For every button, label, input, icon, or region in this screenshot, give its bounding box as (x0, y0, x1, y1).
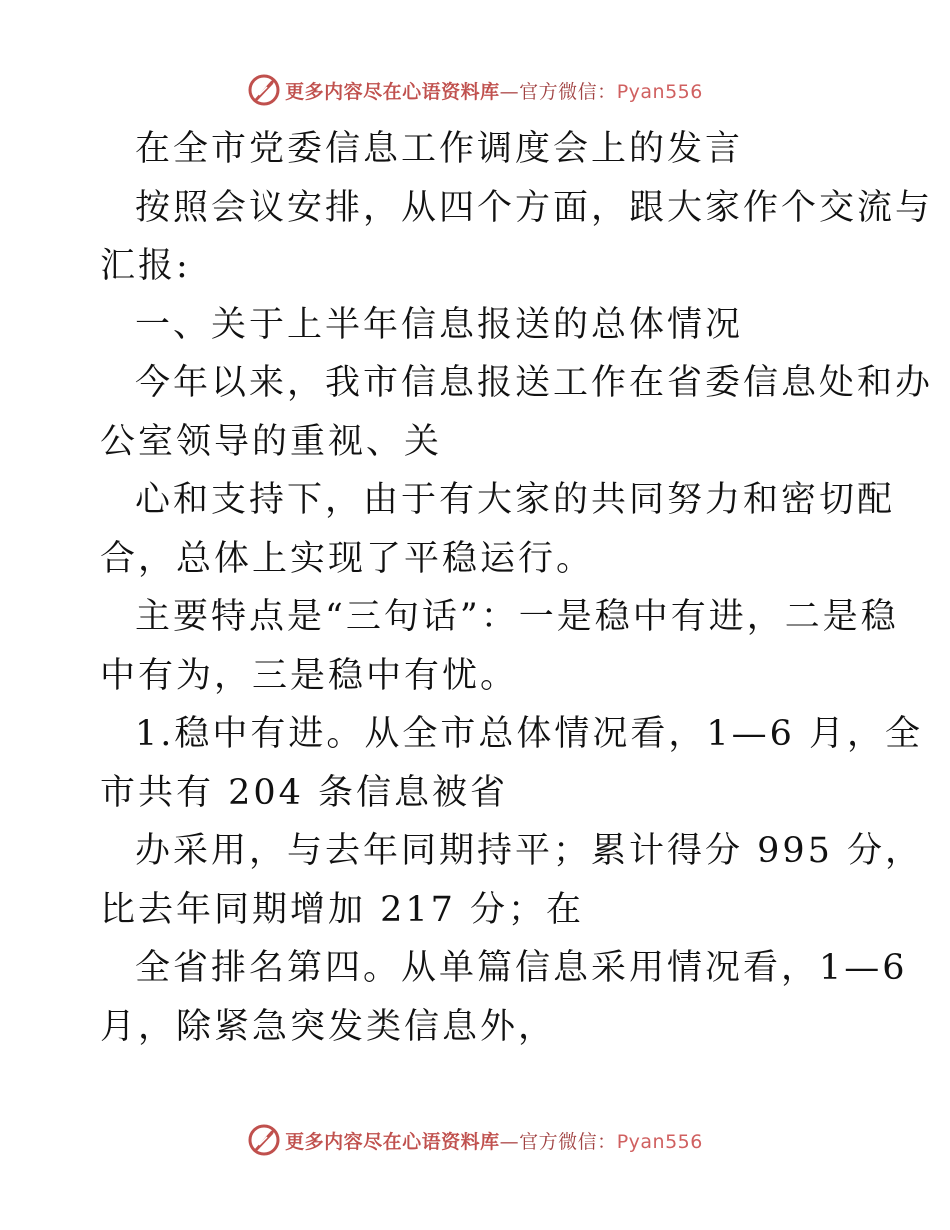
paragraph-line: 合，总体上实现了平稳运行。 (100, 538, 595, 579)
header-banner-slogan: 更多内容尽在心语资料库 (285, 80, 500, 103)
document-body (100, 120, 934, 1056)
paragraph-line: 全省排名第四。从单篇信息采用情况看，1—6 (135, 948, 908, 988)
header-banner (0, 72, 950, 108)
footer-banner-wechat-label: 官方微信： (519, 1130, 617, 1153)
paragraph-line: 比去年同期增加 217 分；在 (100, 889, 585, 930)
document-title: 在全市党委信息工作调度会上的发言 (135, 129, 744, 169)
header-banner-wechat-label: 官方微信： (519, 80, 617, 103)
paragraph-line: 月，除紧急突发类信息外， (100, 1006, 557, 1047)
quill-logo-icon (247, 73, 281, 107)
paragraph-line: 办采用，与去年同期持平；累计得分 995 分， (135, 831, 924, 871)
paragraph-line: 1.稳中有进。从全市总体情况看，1—6 月，全 (135, 714, 924, 754)
footer-banner-slogan: 更多内容尽在心语资料库 (285, 1130, 500, 1153)
paragraph-line: 市共有 204 条信息被省 (100, 772, 509, 813)
paragraph-line: 汇报: (100, 246, 191, 286)
paragraph-line: 公室领导的重视、关 (100, 421, 443, 462)
paragraph-line: 主要特点是“三句话”：一是稳中有进，二是稳 (135, 597, 899, 637)
footer-banner-separator: — (499, 1130, 520, 1153)
paragraph-line: 今年以来，我市信息报送工作在省委信息处和办 (135, 363, 934, 403)
footer-banner-text (285, 1127, 703, 1154)
paragraph-line: 按照会议安排，从四个方面，跟大家作个交流与 (135, 187, 934, 228)
quill-logo-icon (247, 1123, 281, 1157)
paragraph-line: 中有为，三是稳中有忧。 (100, 655, 519, 696)
header-banner-separator: — (499, 80, 520, 103)
paragraph-line: 心和支持下，由于有大家的共同努力和密切配 (135, 480, 896, 520)
section-heading: 一、关于上半年信息报送的总体情况 (135, 304, 744, 345)
footer-banner (0, 1122, 950, 1158)
header-banner-wechat-id: Pyan556 (616, 80, 703, 103)
footer-banner-wechat-id: Pyan556 (616, 1130, 703, 1153)
header-banner-text (285, 77, 703, 104)
